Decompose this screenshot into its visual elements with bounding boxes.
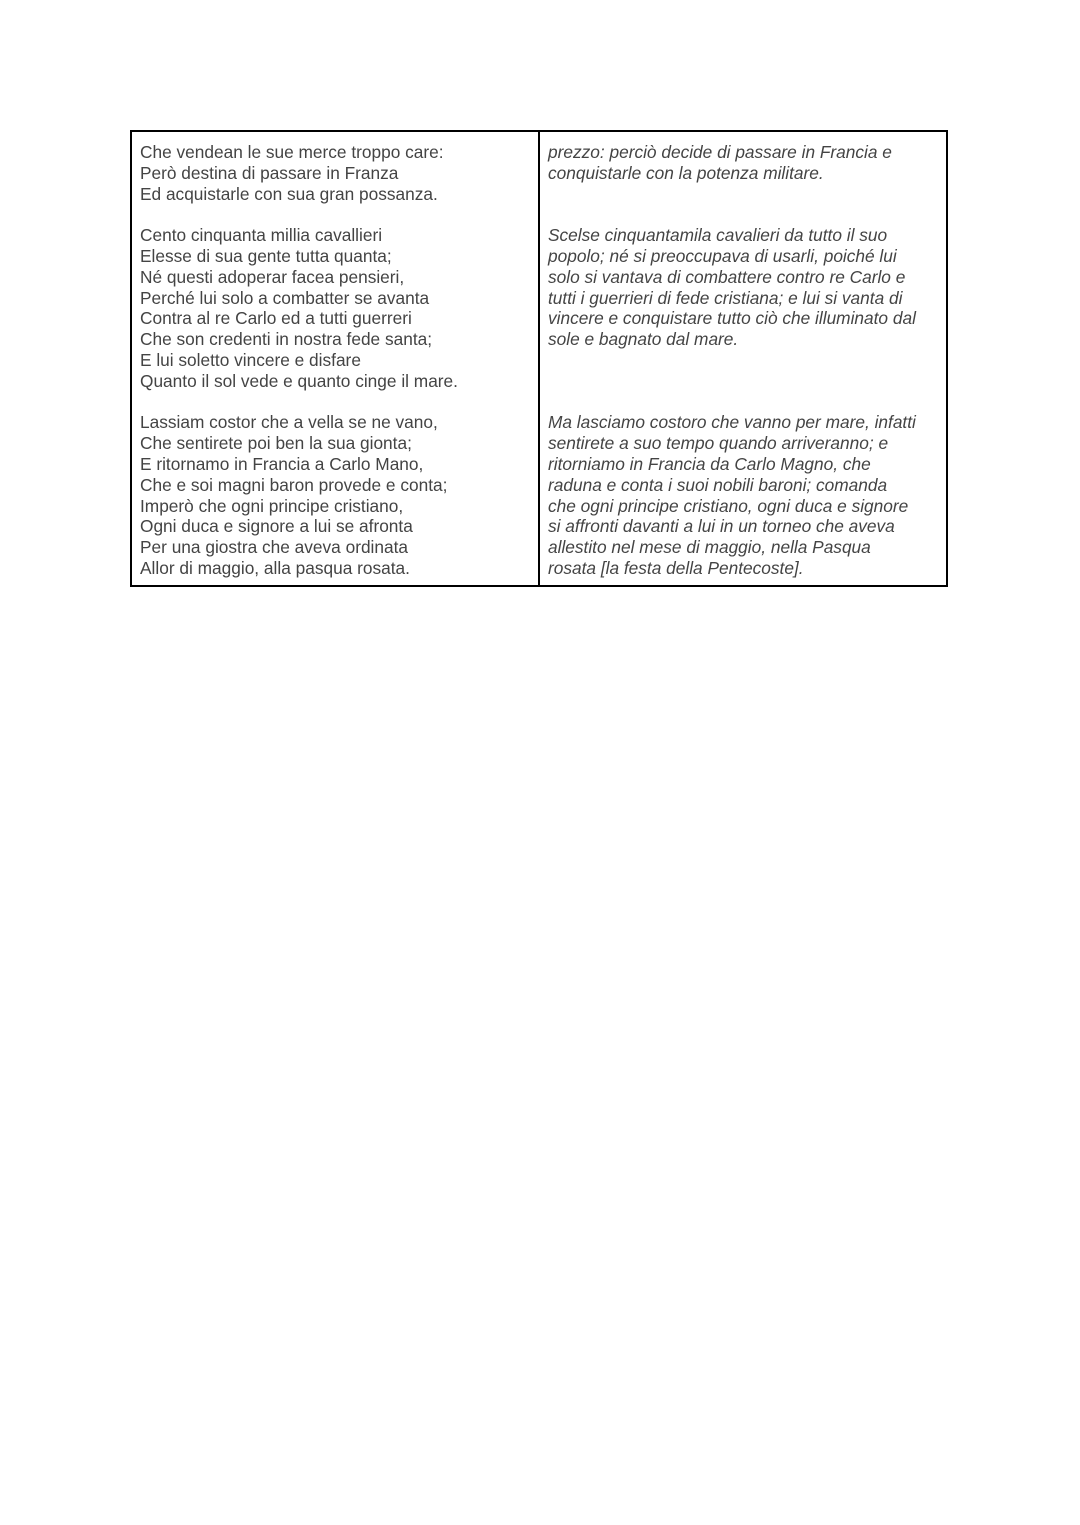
translation-text-cell [539,131,947,586]
translation-line: sole e bagnato dal mare. [548,329,739,350]
table-row [131,131,947,586]
original-text-cell [131,131,539,586]
translation-line: raduna e conta i suoi nobili baroni; comanda [548,474,888,495]
translation-line [548,350,938,371]
translation-line: si affronti davanti a lui in un torneo che aveva [548,516,895,537]
translation-stanza-2 [548,225,938,391]
verse-line: Perché lui solo a combatter se avanta [140,287,430,308]
translation-line: popolo; né si preoccupava di usarli, poiché lui [548,245,897,266]
translation-line: Ma lasciamo costoro che vanno per mare, infatti [548,412,916,433]
verse-line: E ritornamo in Francia a Carlo Mano, [140,453,424,474]
translation-line: solo si vantava di combattere contro re Carlo e [548,266,906,287]
verse-line: Lassiam costor che a vella se ne vano, [140,412,438,433]
translation-line: ritorniamo in Francia da Carlo Magno, che [548,453,871,474]
verse-line: Per una giostra che aveva ordinata [140,537,409,558]
verse-line: Elesse di sua gente tutta quanta; [140,245,392,266]
verse-line: Allor di maggio, alla pasqua rosata. [140,557,410,578]
original-stanza-2 [140,225,530,391]
verse-line: Che son credenti in nostra fede santa; [140,329,433,350]
verse-line: Né questi adoperar facea pensieri, [140,266,405,287]
verse-line: Che vendean le sue merce troppo care: [140,142,444,162]
translation-line [548,371,938,392]
original-stanza-1 [140,142,530,204]
translation-line: sentirete a suo tempo quando arriveranno; e [548,433,889,454]
translation-line: rosata [la festa della Pentecoste]. [548,557,804,578]
translation-line: conquistarle con la potenza militare. [548,162,824,183]
verse-line: Quanto il sol vede e quanto cinge il mare. [140,370,458,391]
verse-line: Ogni duca e signore a lui se afronta [140,516,413,537]
verse-line: Contra al re Carlo ed a tutti guerreri [140,308,412,329]
translation-line: allestito nel mese di maggio, nella Pasqua [548,537,871,558]
verse-line: Che sentirete poi ben la sua gionta; [140,433,412,454]
translation-line: Scelse cinquantamila cavalieri da tutto il suo [548,225,888,246]
verse-line: Imperò che ogni principe cristiano, [140,495,404,516]
translation-line [548,184,938,205]
verse-translation-table [130,130,948,587]
verse-line: E lui soletto vincere e disfare [140,349,361,370]
verse-line: Però destina di passare in Franza [140,162,399,183]
translation-line: che ogni principe cristiano, ogni duca e signore [548,495,909,516]
verse-line: Che e soi magni baron provede e conta; [140,474,448,495]
translation-line: prezzo: perciò decide di passare in Francia e [548,142,892,162]
verse-line: Cento cinquanta millia cavallieri [140,225,383,246]
verse-line: Ed acquistarle con sua gran possanza. [140,183,438,204]
original-stanza-3 [140,412,530,578]
translation-line: tutti i guerrieri di fede cristiana; e lui si vanta di [548,287,903,308]
translation-line: vincere e conquistare tutto ciò che illuminato dal [548,308,916,329]
translation-stanza-1 [548,142,938,204]
translation-stanza-3 [548,412,938,578]
